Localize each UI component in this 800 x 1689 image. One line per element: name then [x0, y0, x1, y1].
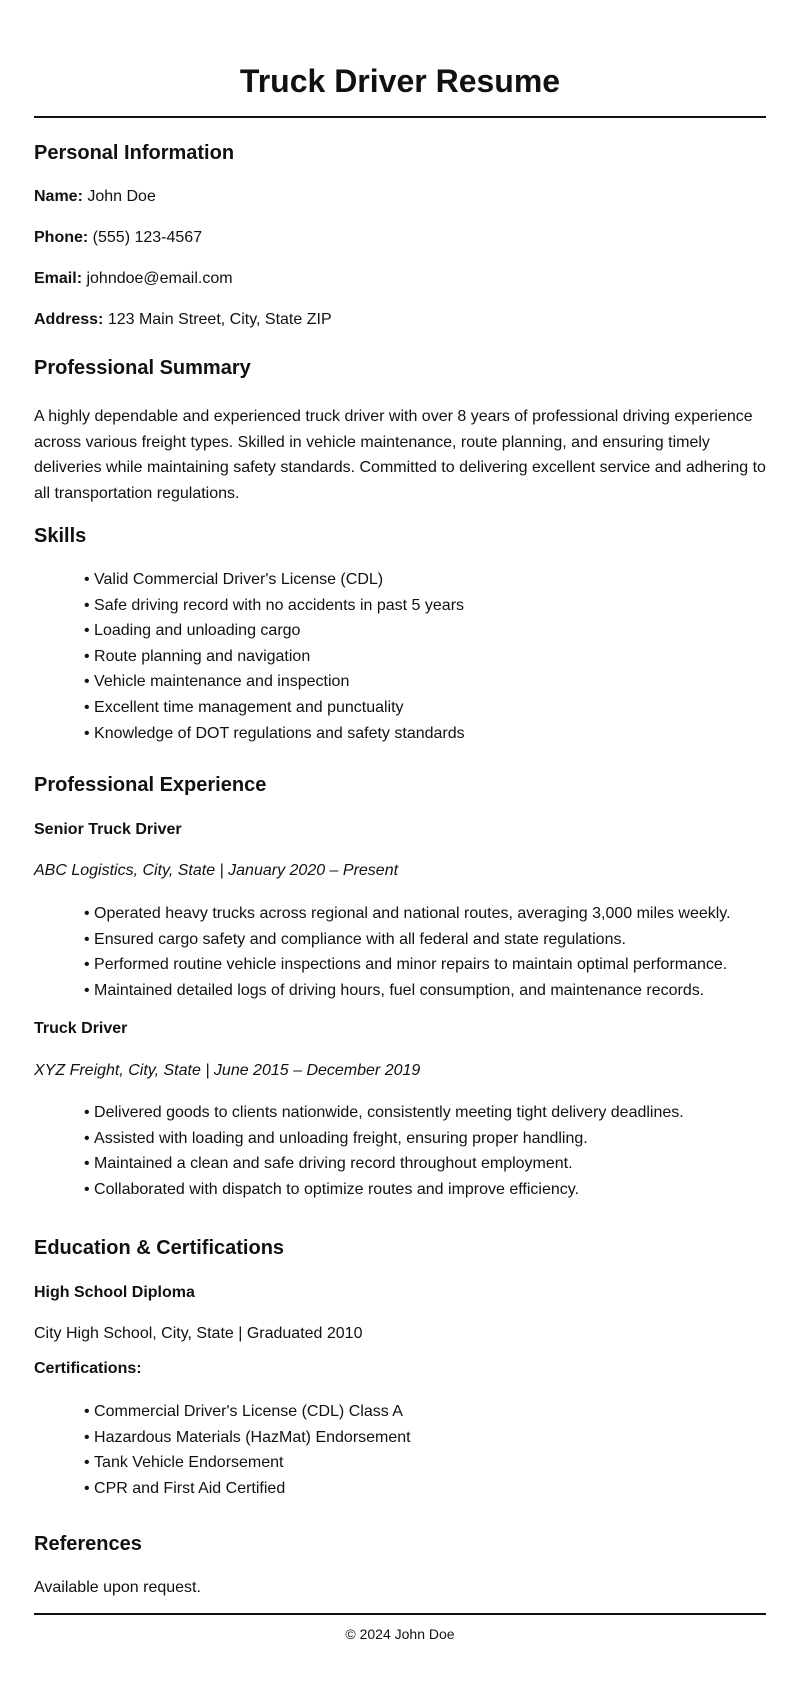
- footer-divider: [34, 1613, 766, 1615]
- summary-heading: Professional Summary: [34, 357, 251, 379]
- address-value: 123 Main Street, City, State ZIP: [107, 311, 332, 328]
- references-text: Available upon request.: [34, 1579, 201, 1596]
- duty-item: • Maintained detailed logs of driving hours, fuel consumption, and maintenance records.: [84, 978, 764, 1004]
- address-label: Address:: [34, 311, 104, 328]
- job-title: Senior Truck Driver: [34, 821, 182, 838]
- school-info: City High School, City, State | Graduated 2010: [34, 1325, 363, 1342]
- degree-title: High School Diploma: [34, 1284, 195, 1301]
- duty-item: • Assisted with loading and unloading freight, ensuring proper handling.: [84, 1126, 764, 1152]
- email-value: johndoe@email.com: [86, 270, 233, 287]
- skill-item: • Loading and unloading cargo: [84, 618, 764, 644]
- certifications-heading: Certifications:: [34, 1360, 142, 1377]
- job-meta: ABC Logistics, City, State | January 2020 – Present: [34, 862, 399, 879]
- email-label: Email:: [34, 270, 83, 287]
- phone-label: Phone:: [34, 229, 89, 246]
- page-title: Truck Driver Resume: [239, 63, 561, 99]
- skill-item: • Knowledge of DOT regulations and safety standards: [84, 721, 764, 747]
- references-heading: References: [34, 1533, 142, 1555]
- certification-item: • Commercial Driver's License (CDL) Class A: [84, 1399, 764, 1425]
- experience-heading: Professional Experience: [34, 774, 267, 796]
- phone-field: [34, 226, 766, 250]
- job-duties-list: [84, 1100, 764, 1202]
- job-duties-list: [84, 901, 764, 1003]
- skill-item: • Excellent time management and punctuality: [84, 695, 764, 721]
- job-title: Truck Driver: [34, 1020, 128, 1037]
- personal-info-heading: Personal Information: [34, 142, 235, 164]
- email-field: [34, 267, 766, 291]
- name-field: [34, 185, 766, 209]
- footer-copyright: © 2024 John Doe: [345, 1626, 455, 1642]
- skill-item: • Valid Commercial Driver's License (CDL): [84, 567, 764, 593]
- name-value: John Doe: [87, 188, 156, 205]
- certification-item: • CPR and First Aid Certified: [84, 1476, 764, 1502]
- skill-item: • Vehicle maintenance and inspection: [84, 669, 764, 695]
- duty-item: • Performed routine vehicle inspections and minor repairs to maintain optimal performance.: [84, 952, 764, 978]
- duty-item: • Delivered goods to clients nationwide, consistently meeting tight delivery deadlines.: [84, 1100, 764, 1126]
- skill-item: • Route planning and navigation: [84, 644, 764, 670]
- address-field: [34, 308, 766, 332]
- duty-item: • Collaborated with dispatch to optimize routes and improve efficiency.: [84, 1177, 764, 1203]
- skills-heading: Skills: [34, 525, 87, 547]
- skill-item: • Safe driving record with no accidents in past 5 years: [84, 593, 764, 619]
- summary-text: A highly dependable and experienced truck driver with over 8 years of professional driving experience across various freight types. Skilled in vehicle maintenance, route planning, and ensuring timely deliveries while maintaining safety standards. Committed to delivering excellent service and adhering to all transportation regulations.: [34, 408, 766, 503]
- duty-item: • Operated heavy trucks across regional and national routes, averaging 3,000 miles weekly.: [84, 901, 764, 927]
- certifications-list: [84, 1399, 764, 1501]
- certification-item: • Tank Vehicle Endorsement: [84, 1450, 764, 1476]
- duty-item: • Ensured cargo safety and compliance with all federal and state regulations.: [84, 927, 764, 953]
- phone-value: (555) 123-4567: [92, 229, 203, 246]
- certification-item: • Hazardous Materials (HazMat) Endorsement: [84, 1425, 764, 1451]
- duty-item: • Maintained a clean and safe driving record throughout employment.: [84, 1151, 764, 1177]
- header-divider: [34, 116, 766, 118]
- name-label: Name:: [34, 188, 83, 205]
- job-meta: XYZ Freight, City, State | June 2015 – December 2019: [34, 1062, 421, 1079]
- skills-list: [84, 567, 764, 746]
- education-heading: Education & Certifications: [34, 1237, 285, 1259]
